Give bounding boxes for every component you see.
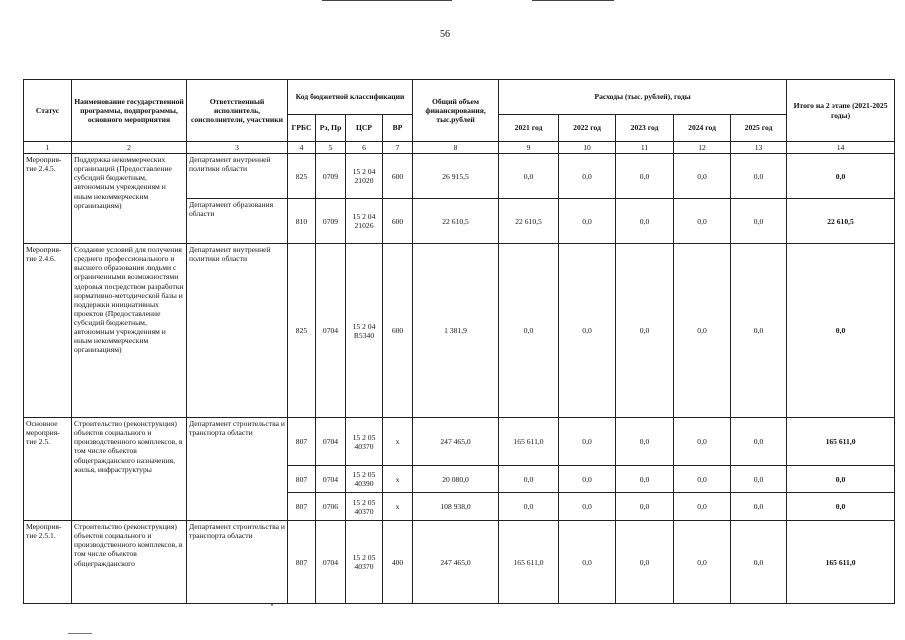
cell-2022: 0,0	[559, 244, 616, 418]
header-vr: ВР	[383, 115, 413, 142]
col-index: 12	[674, 142, 731, 154]
cell-grbs: 825	[288, 244, 316, 418]
cell-stage-total: 0,0	[787, 154, 895, 199]
header-name: Наименование государственной программы, подпрограммы, основного мероприятия	[72, 80, 187, 142]
cell-rzpr: 0709	[316, 154, 346, 199]
cell-2023: 0,0	[616, 199, 674, 244]
row-name: Поддержка некоммерческих организаций (Предоставление субсидий бюджетным, автономным учреждениям и иным некоммерческим организациям)	[72, 154, 187, 244]
cell-stage-total: 0,0	[787, 466, 895, 493]
col-index: 10	[559, 142, 616, 154]
cell-grbs: 807	[288, 521, 316, 604]
cell-csr: 15 2 04 R5340	[346, 244, 383, 418]
cell-2024: 0,0	[674, 244, 731, 418]
cell-2024: 0,0	[674, 199, 731, 244]
header-executor: Ответственный исполнитель, соисполнители, участники	[187, 80, 288, 142]
col-index: 5	[316, 142, 346, 154]
col-index: 11	[616, 142, 674, 154]
table-row	[24, 244, 895, 418]
cell-vr: 400	[383, 521, 413, 604]
cell-2023: 0,0	[616, 418, 674, 466]
cell-2022: 0,0	[559, 493, 616, 521]
cell-stage-total: 165 611,0	[787, 521, 895, 604]
cell-2021: 22 610,5	[499, 199, 559, 244]
col-index: 3	[187, 142, 288, 154]
row-name: Строительство (реконструкция) объектов социального и производственного комплексов, в том числе объектов общегражданского назначения, жилья, инфраструктуры	[72, 418, 187, 521]
header-year-2025: 2025 год	[731, 115, 787, 142]
header-year-2021: 2021 год	[499, 115, 559, 142]
col-index: 7	[383, 142, 413, 154]
cell-2024: 0,0	[674, 493, 731, 521]
cell-csr: 15 2 05 40390	[346, 466, 383, 493]
cell-csr: 15 2 05 40370	[346, 418, 383, 466]
cell-vr: x	[383, 418, 413, 466]
cell-2025: 0,0	[731, 466, 787, 493]
cell-2025: 0,0	[731, 154, 787, 199]
row-status: Мероприя-тие 2.4.5.	[24, 154, 72, 244]
cell-2023: 0,0	[616, 244, 674, 418]
table-row	[24, 521, 895, 604]
page-number: 56	[440, 29, 450, 40]
cell-csr: 15 2 05 40370	[346, 521, 383, 604]
header-year-2024: 2024 год	[674, 115, 731, 142]
row-executor: Департамент образования области	[187, 199, 288, 244]
cell-grbs: 807	[288, 493, 316, 521]
col-index: 8	[413, 142, 499, 154]
column-index-row	[24, 142, 895, 154]
table-row	[24, 418, 895, 466]
cell-vr: 600	[383, 199, 413, 244]
row-status: Основное мероприя-тие 2.5.	[24, 418, 72, 521]
row-status: Мероприя-тие 2.4.6.	[24, 244, 72, 418]
header-grbs: ГРБС	[288, 115, 316, 142]
cell-rzpr: 0704	[316, 521, 346, 604]
cell-2025: 0,0	[731, 521, 787, 604]
header-status: Статус	[24, 80, 72, 142]
top-rule-right	[532, 0, 614, 1]
header-year-2022: 2022 год	[559, 115, 616, 142]
header-total-funding: Общий объем финансирования, тыс.рублей	[413, 80, 499, 142]
cell-total: 1 381,9	[413, 244, 499, 418]
cell-total: 22 610,5	[413, 199, 499, 244]
col-index: 2	[72, 142, 187, 154]
cell-2024: 0,0	[674, 154, 731, 199]
cell-vr: 600	[383, 244, 413, 418]
budget-table	[23, 79, 895, 604]
cell-2024: 0,0	[674, 466, 731, 493]
header-row-1	[24, 80, 895, 115]
cell-2025: 0,0	[731, 418, 787, 466]
cell-csr: 15 2 04 21020	[346, 154, 383, 199]
cell-grbs: 807	[288, 418, 316, 466]
cell-stage-total: 165 611,0	[787, 418, 895, 466]
cell-rzpr: 0704	[316, 466, 346, 493]
col-index: 4	[288, 142, 316, 154]
row-executor: Департамент строительства и транспорта области	[187, 521, 288, 604]
cell-rzpr: 0704	[316, 418, 346, 466]
cell-stage-total: 0,0	[787, 493, 895, 521]
header-csr: ЦСР	[346, 115, 383, 142]
cell-rzpr: 0704	[316, 244, 346, 418]
row-status: Мероприя-тие 2.5.1.	[24, 521, 72, 604]
scan-dot	[271, 604, 273, 606]
header-stage-total: Итого на 2 этапе (2021-2025 годы)	[787, 80, 895, 142]
cell-csr: 15 2 04 21026	[346, 199, 383, 244]
cell-grbs: 825	[288, 154, 316, 199]
cell-2021: 0,0	[499, 154, 559, 199]
col-index: 6	[346, 142, 383, 154]
top-rule-left	[322, 0, 452, 1]
cell-total: 108 938,0	[413, 493, 499, 521]
cell-2021: 0,0	[499, 493, 559, 521]
cell-2022: 0,0	[559, 199, 616, 244]
cell-total: 247 465,0	[413, 418, 499, 466]
col-index: 9	[499, 142, 559, 154]
header-budget-code: Код бюджетной классификации	[288, 80, 413, 115]
cell-total: 26 915,5	[413, 154, 499, 199]
cell-stage-total: 0,0	[787, 244, 895, 418]
header-rzpr: Рз, Пр	[316, 115, 346, 142]
cell-2023: 0,0	[616, 154, 674, 199]
row-name: Создание условий для получения среднего профессионального и высшего образования людьми с ограниченными возможностями здоровья посредством разработки нормативно-методической базы и поддержки инициативных проектов (Предоставление субсидий бюджетным, автономным учреждениям и иным некоммерческим организациям)	[72, 244, 187, 418]
cell-2022: 0,0	[559, 418, 616, 466]
cell-2021: 165 611,0	[499, 521, 559, 604]
cell-vr: x	[383, 466, 413, 493]
cell-2023: 0,0	[616, 493, 674, 521]
cell-2021: 0,0	[499, 466, 559, 493]
cell-vr: 600	[383, 154, 413, 199]
cell-2023: 0,0	[616, 521, 674, 604]
row-executor: Департамент внутренней политики области	[187, 154, 288, 199]
col-index: 13	[731, 142, 787, 154]
col-index: 1	[24, 142, 72, 154]
table-row	[24, 154, 895, 199]
cell-2025: 0,0	[731, 244, 787, 418]
cell-2022: 0,0	[559, 154, 616, 199]
cell-grbs: 810	[288, 199, 316, 244]
cell-total: 20 080,0	[413, 466, 499, 493]
row-name: Строительство (реконструкция) объектов социального и производственного комплексов, в том числе объектов общегражданского	[72, 521, 187, 604]
scan-mark	[68, 633, 92, 634]
cell-grbs: 807	[288, 466, 316, 493]
cell-total: 247 465,0	[413, 521, 499, 604]
cell-stage-total: 22 610,5	[787, 199, 895, 244]
row-executor: Департамент внутренней политики области	[187, 244, 288, 418]
cell-rzpr: 0706	[316, 493, 346, 521]
col-index: 14	[787, 142, 895, 154]
cell-2024: 0,0	[674, 418, 731, 466]
header-expenses: Расходы (тыс. рублей), годы	[499, 80, 787, 115]
row-executor: Департамент строительства и транспорта области	[187, 418, 288, 521]
cell-csr: 15 2 05 40370	[346, 493, 383, 521]
cell-2023: 0,0	[616, 466, 674, 493]
cell-2025: 0,0	[731, 199, 787, 244]
cell-2021: 165 611,0	[499, 418, 559, 466]
cell-2022: 0,0	[559, 466, 616, 493]
header-year-2023: 2023 год	[616, 115, 674, 142]
cell-2025: 0,0	[731, 493, 787, 521]
cell-rzpr: 0709	[316, 199, 346, 244]
cell-2024: 0,0	[674, 521, 731, 604]
cell-2022: 0,0	[559, 521, 616, 604]
cell-vr: x	[383, 493, 413, 521]
cell-2021: 0,0	[499, 244, 559, 418]
